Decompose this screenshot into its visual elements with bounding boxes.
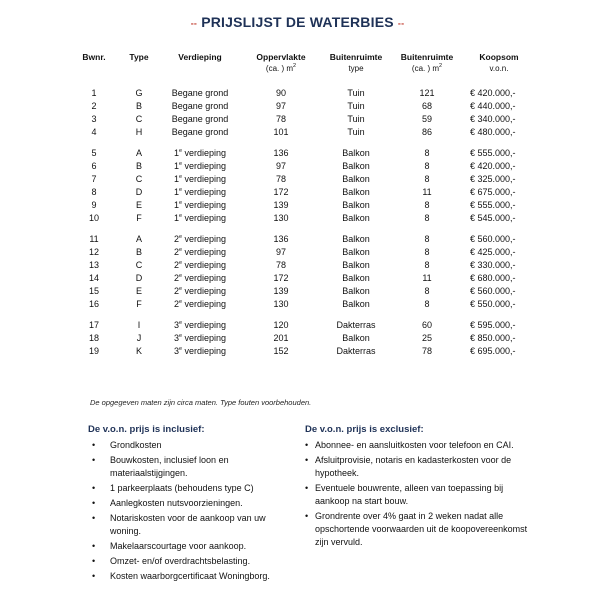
cell-buitenruimte-m2: 8 xyxy=(424,213,430,223)
cell-type: F xyxy=(136,299,142,309)
cell-koopsom: € 675.000,- xyxy=(470,187,516,197)
table-row xyxy=(68,173,536,186)
cell-oppervlakte: 78 xyxy=(275,260,286,270)
cell-buitenruimte-type: Tuin xyxy=(347,101,365,111)
floor-ordinal: 2 xyxy=(173,286,179,296)
floor-ordinal-suffix: e xyxy=(178,148,183,154)
header-sub-row xyxy=(68,63,536,74)
floor-label: verdieping xyxy=(182,346,227,356)
floor-label: Begane grond xyxy=(171,127,229,137)
list-item-text: Makelaarscourtage voor aankoop. xyxy=(110,541,247,551)
table-row xyxy=(68,285,536,298)
table-row xyxy=(68,233,536,246)
cell-type: B xyxy=(135,101,142,111)
list-item xyxy=(88,540,298,553)
floor-label: verdieping xyxy=(182,299,227,309)
cell-buitenruimte-type: Balkon xyxy=(342,273,370,283)
cell-buitenruimte-type: Balkon xyxy=(342,174,370,184)
cell-buitenruimte-type: Dakterras xyxy=(336,320,376,330)
floor-ordinal-suffix: e xyxy=(178,333,183,339)
col-sub-oppervlakte: (ca. ) $m^2$ xyxy=(265,63,297,73)
floor-ordinal: 1 xyxy=(173,148,179,158)
floor-ordinal-suffix: e xyxy=(178,161,183,167)
floor-ordinal: 2 xyxy=(173,260,179,270)
cell-buitenruimte-type: Balkon xyxy=(342,299,370,309)
cell-bwnr: 3 xyxy=(91,114,97,124)
bullet-icon: • xyxy=(305,455,309,465)
exclusief-list xyxy=(305,439,535,549)
cell-oppervlakte: 130 xyxy=(273,299,289,309)
cell-bwnr: 12 xyxy=(88,247,99,257)
cell-oppervlakte: 101 xyxy=(273,127,289,137)
table-row xyxy=(68,319,536,332)
cell-bwnr: 8 xyxy=(91,187,97,197)
title-dash-left: -- xyxy=(190,18,198,29)
cell-verdieping xyxy=(158,160,242,173)
cell-verdieping xyxy=(158,186,242,199)
floor-ordinal: 2 xyxy=(173,273,179,283)
cell-oppervlakte: 78 xyxy=(275,174,286,184)
cell-oppervlakte: 139 xyxy=(273,200,289,210)
cell-type: A xyxy=(135,148,142,158)
col-header-verdieping: Verdieping xyxy=(178,52,222,62)
cell-koopsom: € 420.000,- xyxy=(470,161,516,171)
cell-bwnr: 19 xyxy=(88,346,99,356)
col-header-type: Type xyxy=(129,52,149,62)
cell-verdieping xyxy=(158,298,242,311)
table-row xyxy=(68,113,536,126)
cell-type: H xyxy=(135,127,143,137)
col-sub-buitenruimte-m2: (ca. ) $m^2$ xyxy=(411,63,443,73)
bullet-icon: • xyxy=(92,541,96,551)
floor-ordinal: 2 xyxy=(173,234,179,244)
cell-koopsom: € 545.000,- xyxy=(470,213,516,223)
floor-label: verdieping xyxy=(182,320,227,330)
table-row xyxy=(68,259,536,272)
cell-verdieping xyxy=(158,212,242,225)
floor-ordinal: 1 xyxy=(173,200,179,210)
cell-buitenruimte-type: Balkon xyxy=(342,234,370,244)
col-sub-koopsom: v.o.n. xyxy=(489,64,509,73)
group-spacer xyxy=(68,139,536,147)
cell-bwnr: 15 xyxy=(88,286,99,296)
cell-verdieping xyxy=(158,246,242,259)
cell-type: B xyxy=(135,161,142,171)
cell-bwnr: 6 xyxy=(91,161,97,171)
cell-buitenruimte-type: Balkon xyxy=(342,187,370,197)
list-item-text: Bouwkosten, inclusief loon en materiaalstijgingen. xyxy=(110,455,229,478)
cell-koopsom: € 560.000,- xyxy=(470,286,516,296)
cell-verdieping xyxy=(158,147,242,160)
floor-label: verdieping xyxy=(182,174,227,184)
cell-bwnr: 2 xyxy=(91,101,97,111)
bullet-icon: • xyxy=(92,483,96,493)
cell-oppervlakte: 78 xyxy=(275,114,286,124)
floor-ordinal-suffix: e xyxy=(178,320,183,326)
cell-type: C xyxy=(135,114,143,124)
floor-ordinal: 3 xyxy=(173,320,179,330)
col-header-oppervlakte: Oppervlakte xyxy=(256,52,306,62)
cell-koopsom: € 555.000,- xyxy=(470,148,516,158)
cell-buitenruimte-m2: 8 xyxy=(424,148,430,158)
cell-buitenruimte-m2: 11 xyxy=(422,273,432,283)
list-item-text: Eventuele bouwrente, alleen van toepassing bij aankoop na start bouw. xyxy=(315,483,504,506)
cell-buitenruimte-m2: 25 xyxy=(421,333,432,343)
list-item-text: Abonnee- en aansluitkosten voor telefoon en CAI. xyxy=(315,440,514,450)
cell-buitenruimte-type: Balkon xyxy=(342,161,370,171)
cell-buitenruimte-type: Balkon xyxy=(342,247,370,257)
floor-ordinal: 2 xyxy=(173,247,179,257)
cell-buitenruimte-m2: 8 xyxy=(424,260,430,270)
cell-type: G xyxy=(135,88,143,98)
cell-type: J xyxy=(136,333,142,343)
cell-oppervlakte: 97 xyxy=(275,101,286,111)
cell-verdieping xyxy=(158,345,242,358)
bullet-icon: • xyxy=(92,440,96,450)
cell-buitenruimte-m2: 59 xyxy=(421,114,432,124)
table-row xyxy=(68,212,536,225)
floor-ordinal-suffix: e xyxy=(178,299,183,305)
bullet-icon: • xyxy=(92,455,96,465)
col-sub-buitenruimte-type: type xyxy=(348,64,364,73)
cell-koopsom: € 480.000,- xyxy=(470,127,516,137)
floor-ordinal-suffix: e xyxy=(178,234,183,240)
floor-ordinal: 3 xyxy=(173,346,179,356)
table-row xyxy=(68,126,536,139)
cell-koopsom: € 425.000,- xyxy=(470,247,516,257)
cell-koopsom: € 695.000,- xyxy=(470,346,516,356)
cell-verdieping xyxy=(158,113,242,126)
list-item xyxy=(88,497,298,510)
cell-koopsom: € 680.000,- xyxy=(470,273,516,283)
col-header-koopsom: Koopsom xyxy=(479,52,519,62)
list-item xyxy=(88,482,298,495)
list-item-text: Omzet- en/of overdrachtsbelasting. xyxy=(110,556,251,566)
title-dash-right: -- xyxy=(397,18,405,29)
group-spacer xyxy=(68,225,536,233)
inclusief-section xyxy=(88,424,298,585)
cell-koopsom: € 420.000,- xyxy=(470,88,516,98)
floor-label: Begane grond xyxy=(171,101,229,111)
floor-label: Begane grond xyxy=(171,114,229,124)
list-item-text: Afsluitprovisie, notaris en kadasterkosten voor de hypotheek. xyxy=(315,455,512,478)
list-item xyxy=(88,570,298,583)
header-row xyxy=(68,52,536,63)
cell-bwnr: 9 xyxy=(91,200,97,210)
cell-type: A xyxy=(135,234,142,244)
cell-verdieping xyxy=(158,332,242,345)
floor-ordinal: 3 xyxy=(173,333,179,343)
floor-label: verdieping xyxy=(182,200,227,210)
cell-bwnr: 18 xyxy=(88,333,99,343)
price-table-body xyxy=(68,74,536,358)
floor-ordinal-suffix: e xyxy=(178,286,183,292)
cell-verdieping xyxy=(158,285,242,298)
page-title xyxy=(0,14,595,30)
floor-ordinal-suffix: e xyxy=(178,200,183,206)
table-row xyxy=(68,147,536,160)
cell-oppervlakte: 90 xyxy=(275,88,286,98)
cell-type: D xyxy=(135,273,143,283)
list-item xyxy=(88,512,298,538)
list-item xyxy=(305,454,535,480)
cell-bwnr: 10 xyxy=(88,213,99,223)
cell-buitenruimte-m2: 78 xyxy=(421,346,432,356)
list-item xyxy=(88,454,298,480)
cell-buitenruimte-m2: 8 xyxy=(424,234,430,244)
title-text: PRIJSLIJST DE WATERBIES xyxy=(201,14,394,30)
floor-ordinal: 1 xyxy=(173,187,179,197)
floor-label: verdieping xyxy=(182,213,227,223)
cell-bwnr: 11 xyxy=(89,234,99,244)
list-item-text: Grondrente over 4% gaat in 2 weken nadat alle opschortende voorwaarden uit de koopovereenkomst zijn vervuld. xyxy=(315,511,528,547)
cell-buitenruimte-m2: 8 xyxy=(424,247,430,257)
cell-buitenruimte-type: Dakterras xyxy=(336,346,376,356)
cell-bwnr: 1 xyxy=(91,88,97,98)
cell-buitenruimte-m2: 8 xyxy=(424,200,430,210)
cell-verdieping xyxy=(158,199,242,212)
cell-oppervlakte: 139 xyxy=(273,286,289,296)
cell-oppervlakte: 136 xyxy=(273,234,289,244)
cell-type: C xyxy=(135,260,143,270)
cell-type: B xyxy=(135,247,142,257)
cell-verdieping xyxy=(158,233,242,246)
cell-koopsom: € 440.000,- xyxy=(470,101,516,111)
cell-verdieping xyxy=(158,272,242,285)
cell-koopsom: € 340.000,- xyxy=(470,114,516,124)
price-table xyxy=(68,52,536,358)
cell-verdieping xyxy=(158,100,242,113)
floor-label: verdieping xyxy=(182,333,227,343)
table-row xyxy=(68,298,536,311)
cell-oppervlakte: 130 xyxy=(273,213,289,223)
cell-type: K xyxy=(135,346,142,356)
table-row xyxy=(68,100,536,113)
bullet-icon: • xyxy=(305,511,309,521)
bullet-icon: • xyxy=(92,498,96,508)
group-spacer xyxy=(68,311,536,319)
floor-ordinal: 2 xyxy=(173,299,179,309)
cell-bwnr: 17 xyxy=(88,320,99,330)
inclusief-list xyxy=(88,439,298,583)
floor-label: verdieping xyxy=(182,260,227,270)
exclusief-section xyxy=(305,424,535,551)
list-item-text: 1 parkeerplaats (behoudens type C) xyxy=(110,483,254,493)
cell-verdieping xyxy=(158,173,242,186)
cell-bwnr: 14 xyxy=(88,273,99,283)
list-item-text: Kosten waarborgcertificaat Woningborg. xyxy=(110,571,270,581)
cell-buitenruimte-type: Balkon xyxy=(342,148,370,158)
cell-oppervlakte: 97 xyxy=(275,161,286,171)
cell-type: D xyxy=(135,187,143,197)
table-row xyxy=(68,345,536,358)
floor-label: verdieping xyxy=(182,187,227,197)
cell-buitenruimte-type: Tuin xyxy=(347,114,365,124)
cell-oppervlakte: 97 xyxy=(275,247,286,257)
cell-buitenruimte-m2: 11 xyxy=(422,187,432,197)
cell-koopsom: € 325.000,- xyxy=(470,174,516,184)
list-item xyxy=(88,555,298,568)
cell-bwnr: 7 xyxy=(91,174,97,184)
cell-bwnr: 4 xyxy=(91,127,97,137)
cell-buitenruimte-m2: 8 xyxy=(424,299,430,309)
cell-oppervlakte: 136 xyxy=(273,148,289,158)
floor-ordinal-suffix: e xyxy=(178,247,183,253)
floor-label: Begane grond xyxy=(171,88,229,98)
floor-ordinal-suffix: e xyxy=(178,273,183,279)
cell-buitenruimte-type: Balkon xyxy=(342,200,370,210)
cell-type: F xyxy=(136,213,142,223)
floor-ordinal-suffix: e xyxy=(178,174,183,180)
cell-oppervlakte: 172 xyxy=(273,187,289,197)
col-header-buitenruimte-type: Buitenruimte xyxy=(329,52,383,62)
bullet-icon: • xyxy=(92,513,96,523)
floor-label: verdieping xyxy=(182,148,227,158)
cell-verdieping xyxy=(158,319,242,332)
cell-type: E xyxy=(135,200,142,210)
list-item xyxy=(305,510,535,549)
cell-koopsom: € 555.000,- xyxy=(470,200,516,210)
table-row xyxy=(68,87,536,100)
cell-buitenruimte-type: Tuin xyxy=(347,127,365,137)
table-row xyxy=(68,186,536,199)
cell-oppervlakte: 201 xyxy=(273,333,289,343)
list-item-text: Notariskosten voor de aankoop van uw woning. xyxy=(110,513,266,536)
cell-buitenruimte-m2: 86 xyxy=(421,127,432,137)
cell-bwnr: 16 xyxy=(88,299,99,309)
floor-ordinal: 1 xyxy=(173,174,179,184)
list-item xyxy=(88,439,298,452)
cell-verdieping xyxy=(158,259,242,272)
cell-type: I xyxy=(137,320,141,330)
cell-buitenruimte-type: Tuin xyxy=(347,88,365,98)
floor-ordinal-suffix: e xyxy=(178,260,183,266)
cell-bwnr: 13 xyxy=(88,260,99,270)
cell-oppervlakte: 172 xyxy=(273,273,289,283)
exclusief-heading: De v.o.n. prijs is exclusief: xyxy=(305,424,424,435)
cell-buitenruimte-type: Balkon xyxy=(342,333,370,343)
cell-verdieping xyxy=(158,87,242,100)
floor-label: verdieping xyxy=(182,247,227,257)
cell-buitenruimte-m2: 8 xyxy=(424,174,430,184)
list-item-text: Grondkosten xyxy=(110,440,162,450)
col-header-buitenruimte-m2: Buitenruimte xyxy=(400,52,454,62)
cell-koopsom: € 595.000,- xyxy=(470,320,516,330)
floor-ordinal: 1 xyxy=(173,213,179,223)
list-item-text: Aanlegkosten nutsvoorzieningen. xyxy=(110,498,243,508)
floor-label: verdieping xyxy=(182,286,227,296)
group-spacer xyxy=(68,74,536,87)
table-row xyxy=(68,272,536,285)
table-row xyxy=(68,160,536,173)
bullet-icon: • xyxy=(92,556,96,566)
floor-label: verdieping xyxy=(182,234,227,244)
cell-type: E xyxy=(135,286,142,296)
cell-type: C xyxy=(135,174,143,184)
floor-ordinal: 1 xyxy=(173,161,179,171)
cell-buitenruimte-m2: 68 xyxy=(421,101,432,111)
bullet-icon: • xyxy=(305,440,309,450)
cell-bwnr: 5 xyxy=(91,148,97,158)
cell-koopsom: € 560.000,- xyxy=(470,234,516,244)
cell-koopsom: € 850.000,- xyxy=(470,333,516,343)
cell-buitenruimte-m2: 121 xyxy=(419,88,435,98)
cell-buitenruimte-type: Balkon xyxy=(342,286,370,296)
cell-buitenruimte-type: Balkon xyxy=(342,213,370,223)
cell-buitenruimte-type: Balkon xyxy=(342,260,370,270)
disclaimer-note: De opgegeven maten zijn circa maten. Type fouten voorbehouden. xyxy=(90,398,312,407)
cell-verdieping xyxy=(158,126,242,139)
list-item xyxy=(305,482,535,508)
cell-buitenruimte-m2: 60 xyxy=(421,320,432,330)
cell-koopsom: € 550.000,- xyxy=(470,299,516,309)
floor-ordinal-suffix: e xyxy=(178,187,183,193)
table-row xyxy=(68,332,536,345)
cell-oppervlakte: 120 xyxy=(273,320,289,330)
cell-oppervlakte: 152 xyxy=(273,346,289,356)
cell-koopsom: € 330.000,- xyxy=(470,260,516,270)
floor-label: verdieping xyxy=(182,161,227,171)
table-row xyxy=(68,199,536,212)
list-item xyxy=(305,439,535,452)
floor-ordinal-suffix: e xyxy=(178,213,183,219)
table-row xyxy=(68,246,536,259)
col-header-bwnr: Bwnr. xyxy=(82,52,106,62)
cell-buitenruimte-m2: 8 xyxy=(424,161,430,171)
floor-ordinal-suffix: e xyxy=(178,346,183,352)
bullet-icon: • xyxy=(92,571,96,581)
bullet-icon: • xyxy=(305,483,309,493)
inclusief-heading: De v.o.n. prijs is inclusief: xyxy=(88,424,205,435)
cell-buitenruimte-m2: 8 xyxy=(424,286,430,296)
floor-label: verdieping xyxy=(182,273,227,283)
